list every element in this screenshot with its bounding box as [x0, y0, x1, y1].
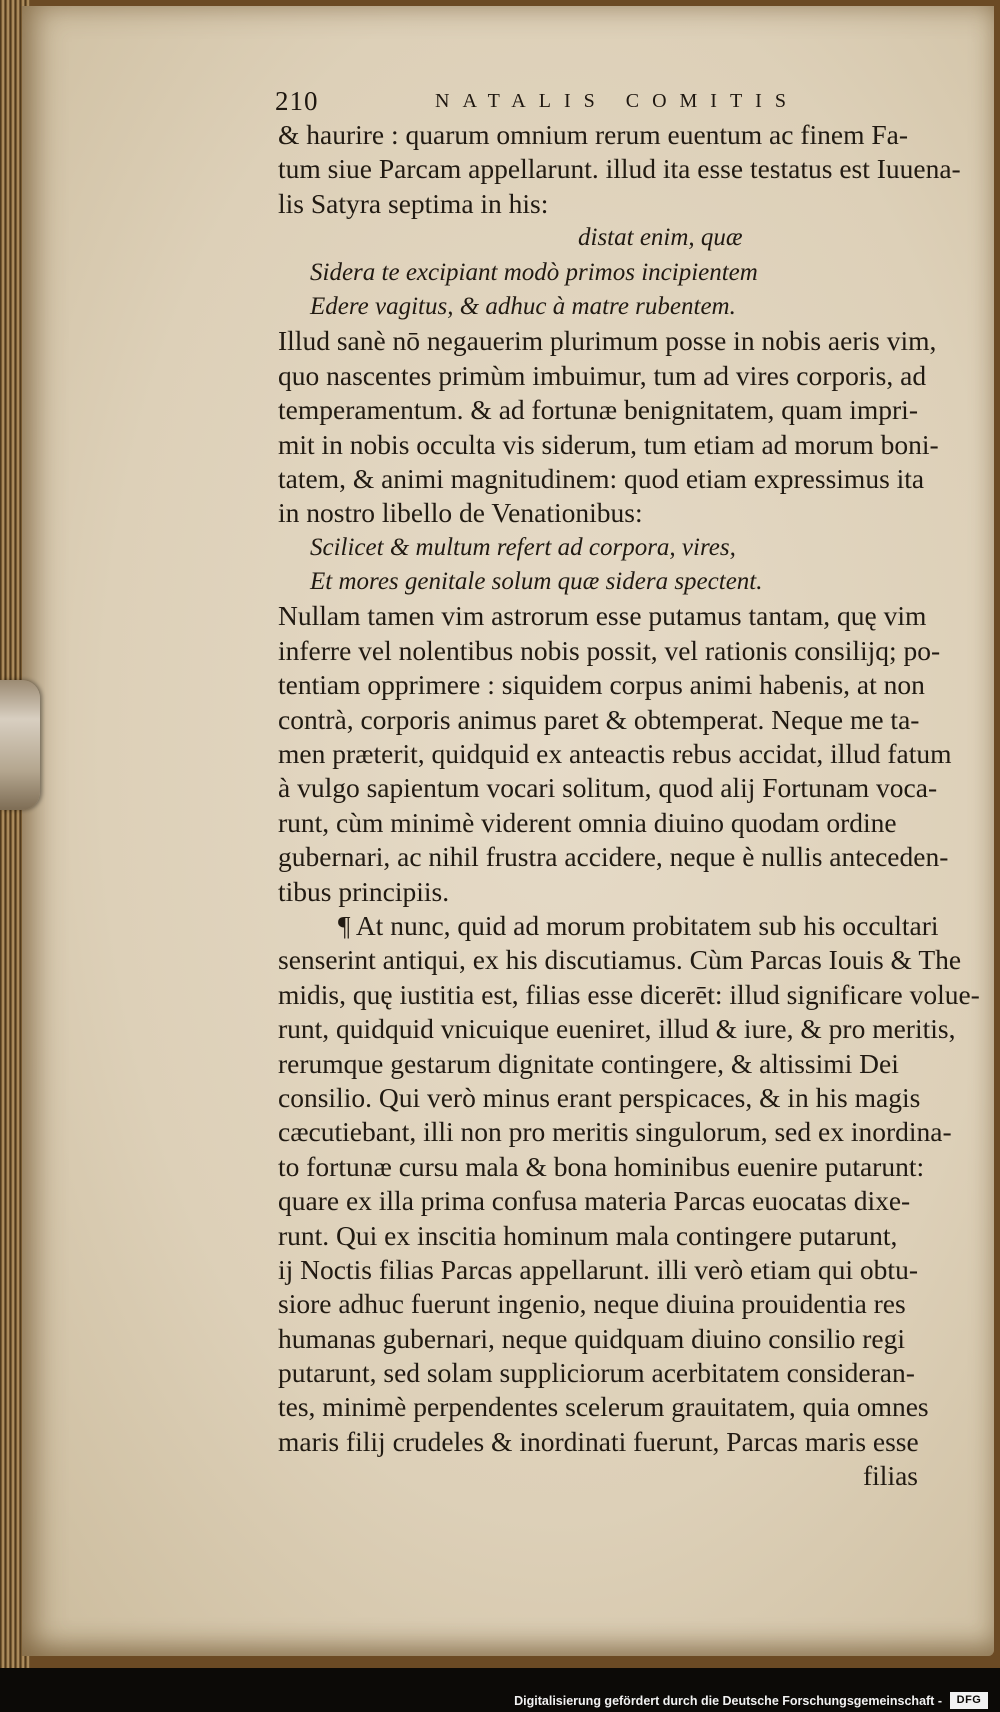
text-line: Scilicet & multum refert ad corpora, vires,	[310, 533, 736, 561]
text-line: contrà, corporis animus paret & obtemperat. Neque me ta-	[278, 703, 920, 735]
text-line: runt, cùm minimè viderent omnia diuino quodam ordine	[278, 806, 897, 838]
text-line: Sidera te excipiant modò primos incipientem	[310, 258, 758, 286]
text-line: senserint antiqui, ex his discutiamus. Cùm Parcas Iouis & The	[278, 944, 962, 976]
dfg-logo: DFG	[950, 1692, 988, 1709]
text-block	[278, 118, 980, 1494]
text-line: rerumque gestarum dignitate contingere, & altissimi Dei	[278, 1047, 899, 1079]
text-line: quare ex illa prima confusa materia Parcas euocatas dixe-	[278, 1185, 911, 1217]
text-line: temperamentum. & ad fortunæ benignitatem, quam impri-	[278, 394, 918, 426]
text-line: consilio. Qui verò minus erant perspicaces, & in his magis	[278, 1081, 921, 1113]
text-line: runt, quidquid vnicuique eueniret, illud & iure, & pro meritis,	[278, 1013, 956, 1045]
text-line: cæcutiebant, illi non pro meritis singulorum, sed ex inordina-	[278, 1116, 952, 1148]
text-line: tes, minimè perpendentes scelerum grauitatem, quia omnes	[278, 1391, 929, 1423]
text-line: distat enim, quæ	[578, 224, 743, 252]
footer-credit: Digitalisierung gefördert durch die Deutsche Forschungsgemeinschaft -	[514, 1694, 942, 1708]
text-line: humanas gubernari, neque quidquam diuino consilio regi	[278, 1322, 906, 1354]
text-line: to fortunæ cursu mala & bona hominibus euenire putarunt:	[278, 1150, 925, 1182]
text-line: & haurire : quarum omnium rerum euentum ac finem Fa-	[278, 119, 909, 150]
text-line: Nullam tamen vim astrorum esse putamus tantam, quę vim	[278, 600, 927, 632]
text-line: ij Noctis filias Parcas appellarunt. illi verò etiam qui obtu-	[278, 1253, 918, 1285]
text-line: à vulgo sapientum vocari solitum, quod alij Fortunam voca-	[278, 772, 938, 804]
running-title: NATALIS COMITIS	[435, 90, 799, 112]
text-line: midis, quę iustitia est, filias esse dicerēt: illud significare volue-	[278, 978, 980, 1010]
text-line: runt. Qui ex inscitia hominum mala contingere putarunt,	[278, 1219, 898, 1251]
text-line: tatem, & animi magnitudinem: quod etiam expressimus ita	[278, 462, 925, 494]
text-line: mit in nobis occulta vis siderum, tum etiam ad morum boni-	[278, 428, 939, 460]
text-line: men præterit, quidquid ex anteactis rebus accidat, illud fatum	[278, 738, 952, 770]
text-line: gubernari, ac nihil frustra accidere, neque è nullis anteceden-	[278, 841, 949, 873]
catchword: filias	[863, 1460, 918, 1492]
text-line: Illud sanè nō negauerim plurimum posse in nobis aeris vim,	[278, 325, 937, 357]
text-line: maris filij crudeles & inordinati fuerunt, Parcas maris esse	[278, 1425, 919, 1457]
text-line: tibus principiis.	[278, 875, 450, 907]
page-clip	[0, 680, 40, 810]
text-line: putarunt, sed solam suppliciorum acerbitatem consideran-	[278, 1357, 915, 1389]
text-line: lis Satyra septima in his:	[278, 187, 549, 219]
text-line: ¶ At nunc, quid ad morum probitatem sub his occultari	[338, 909, 939, 941]
text-line: siore adhuc fuerunt ingenio, neque diuina prouidentia res	[278, 1288, 906, 1320]
text-line: Et mores genitale solum quæ sidera spectent.	[310, 568, 763, 596]
text-line: inferre vel nolentibus nobis possit, vel rationis consilijq; po-	[278, 634, 941, 666]
text-line: in nostro libello de Venationibus:	[278, 497, 643, 529]
text-line: tentiam opprimere : siquidem corpus animi habenis, at non	[278, 669, 925, 701]
page-number: 210	[275, 86, 319, 116]
text-line: tum siue Parcam appellarunt. illud ita esse testatus est Iuuena-	[278, 153, 961, 185]
text-line: quo nascentes primùm imbuimur, tum ad vires corporis, ad	[278, 359, 927, 391]
text-line: Edere vagitus, & adhuc à matre rubentem.	[310, 292, 736, 320]
